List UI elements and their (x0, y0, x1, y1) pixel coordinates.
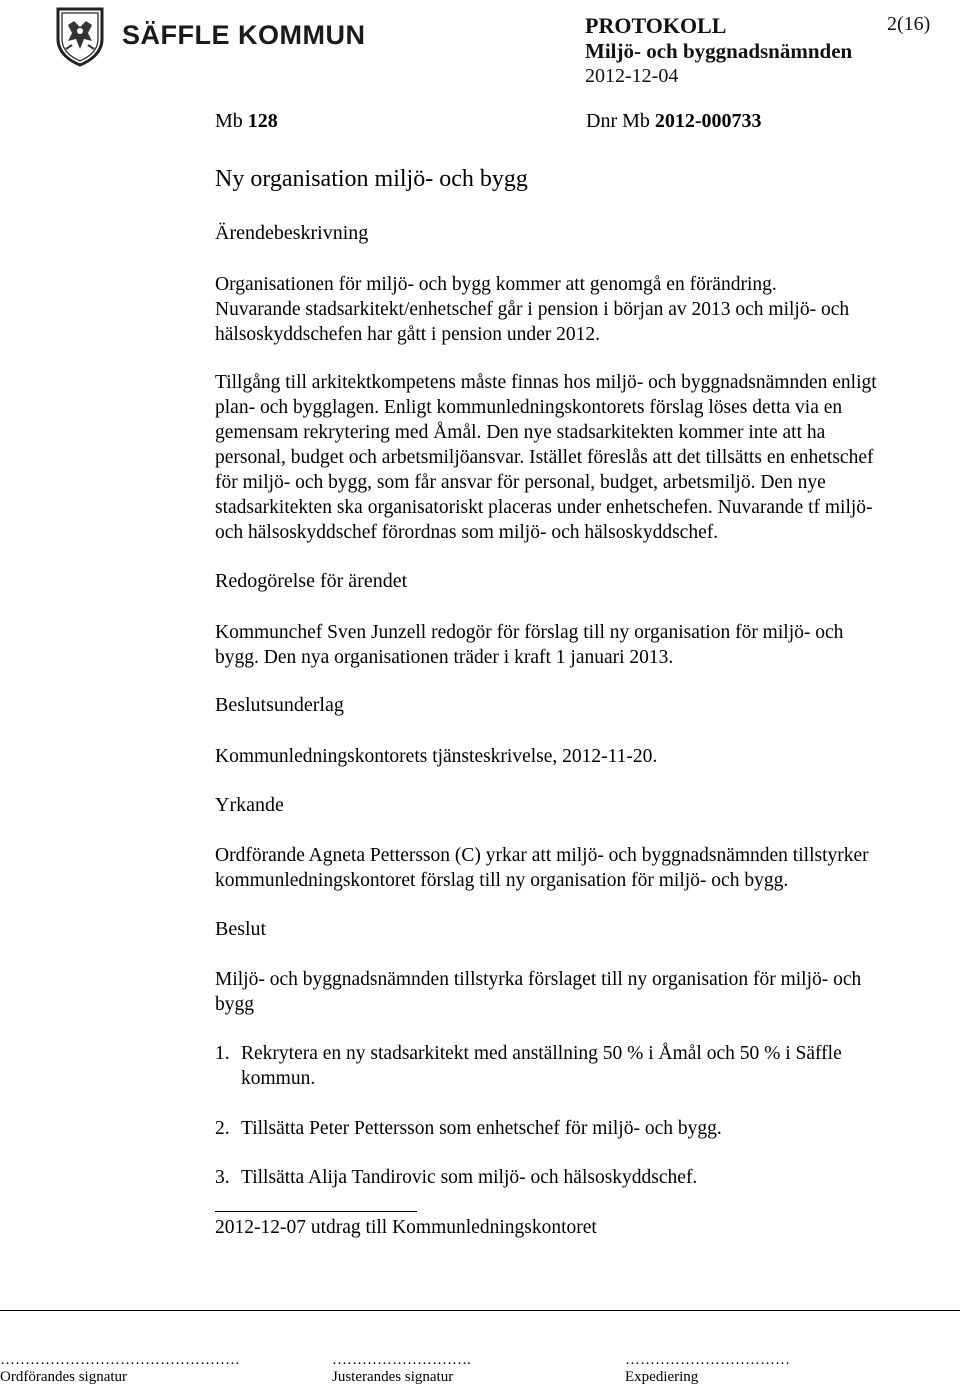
mb-number: 128 (247, 110, 278, 132)
utdrag-rule (215, 1211, 417, 1212)
signature-line-dispatch: …………………………… (625, 1352, 790, 1368)
signature-label-adjuster: Justerandes signatur (332, 1369, 454, 1385)
page-title: Ny organisation miljö- och bygg (215, 166, 528, 192)
section-heading-yrkande: Yrkande (215, 794, 284, 816)
signature-line-chair: ………………………………………… (0, 1352, 240, 1368)
paragraph-beslut (215, 967, 861, 1017)
text-line: Ordförande Agneta Pettersson (C) yrkar att miljö- och byggnadsnämnden tillstyrker (215, 845, 869, 866)
text-line: bygg (215, 994, 254, 1015)
list-number: 3. (215, 1167, 230, 1188)
signature-label-dispatch: Expediering (625, 1369, 699, 1385)
list-item (215, 1041, 935, 1091)
text-line: Nuvarande stadsarkitekt/enhetschef går i pension i början av 2013 och miljö- och (215, 299, 850, 320)
section-heading-arende: Ärendebeskrivning (215, 222, 369, 244)
signature-label-chair: Ordförandes signatur (0, 1369, 128, 1385)
page-number: 2(16) (887, 13, 931, 35)
text-line: gemensam rekrytering med Åmål. Den nye stadsarkitekten kommer inte att ha (215, 422, 826, 443)
paragraph-yrkande (215, 843, 869, 893)
utdrag-note: 2012-12-07 utdrag till Kommunledningskontoret (215, 1217, 597, 1238)
text-line: för miljö- och bygg, som får ansvar för personal, budget, arbetsmiljö. Den nye (215, 472, 826, 493)
mb-prefix: Mb (215, 110, 243, 132)
text-line: kommun. (241, 1068, 316, 1089)
section-heading-beslutsunderlag: Beslutsunderlag (215, 694, 344, 716)
text-line: bygg. Den nya organisationen träder i kraft 1 januari 2013. (215, 647, 674, 668)
committee-name: Miljö- och byggnadsnämnden (585, 39, 853, 63)
paragraph-redogorelse (215, 620, 843, 670)
footer-divider (0, 1310, 960, 1311)
text-line: Tillsätta Alija Tandirovic som miljö- och hälsoskyddschef. (241, 1167, 698, 1188)
section-heading-redogorelse: Redogörelse för ärendet (215, 570, 408, 592)
dnr (586, 110, 762, 133)
dnr-prefix: Dnr Mb (586, 110, 650, 132)
municipal-crest-logo (52, 5, 108, 67)
text-line: stadsarkitekten ska organisatoriskt placeras under enhetschefen. Nuvarande tf miljö- (215, 497, 873, 518)
text-line: plan- och bygglagen. Enligt kommunledningskontorets förslag löses detta via en (215, 397, 843, 418)
municipality-name: SÄFFLE KOMMUN (122, 20, 366, 50)
mb-paragraph (215, 110, 278, 133)
section-heading-beslut: Beslut (215, 918, 267, 940)
text-line: Rekrytera en ny stadsarkitekt med anställning 50 % i Åmål och 50 % i Säffle (241, 1043, 842, 1064)
text-line: kommunledningskontoret förslag till ny organisation för miljö- och bygg. (215, 870, 789, 891)
dnr-number: 2012-000733 (654, 110, 762, 132)
text-line: Organisationen för miljö- och bygg kommer att genomgå en förändring. (215, 274, 777, 295)
list-number: 1. (215, 1043, 230, 1064)
text-line: Kommunchef Sven Junzell redogör för förslag till ny organisation för miljö- och (215, 622, 844, 643)
list-number: 2. (215, 1118, 230, 1139)
text-line: Tillsätta Peter Pettersson som enhetschef för miljö- och bygg. (241, 1118, 722, 1139)
paragraph-arende-2 (215, 370, 877, 545)
list-item (215, 1116, 935, 1141)
paragraph-beslutsunderlag: Kommunledningskontorets tjänsteskrivelse, 2012-11-20. (215, 746, 658, 767)
doc-type: PROTOKOLL (585, 13, 727, 38)
text-line: Tillgång till arkitektkompetens måste finnas hos miljö- och byggnadsnämnden enligt (215, 372, 877, 393)
text-line: och hälsoskyddschef förordnas som miljö- och hälsoskyddschef. (215, 522, 719, 543)
signature-line-adjuster: ………………………. (332, 1352, 471, 1368)
list-item (215, 1165, 935, 1190)
text-line: Miljö- och byggnadsnämnden tillstyrka förslaget till ny organisation för miljö- och (215, 969, 862, 990)
text-line: personal, budget och arbetsmiljöansvar. Istället föreslås att det tillsätts en enhetschef (215, 447, 874, 468)
meeting-date: 2012-12-04 (585, 65, 679, 87)
text-line: hälsoskyddschefen har gått i pension under 2012. (215, 324, 601, 345)
paragraph-arende-1 (215, 272, 849, 347)
